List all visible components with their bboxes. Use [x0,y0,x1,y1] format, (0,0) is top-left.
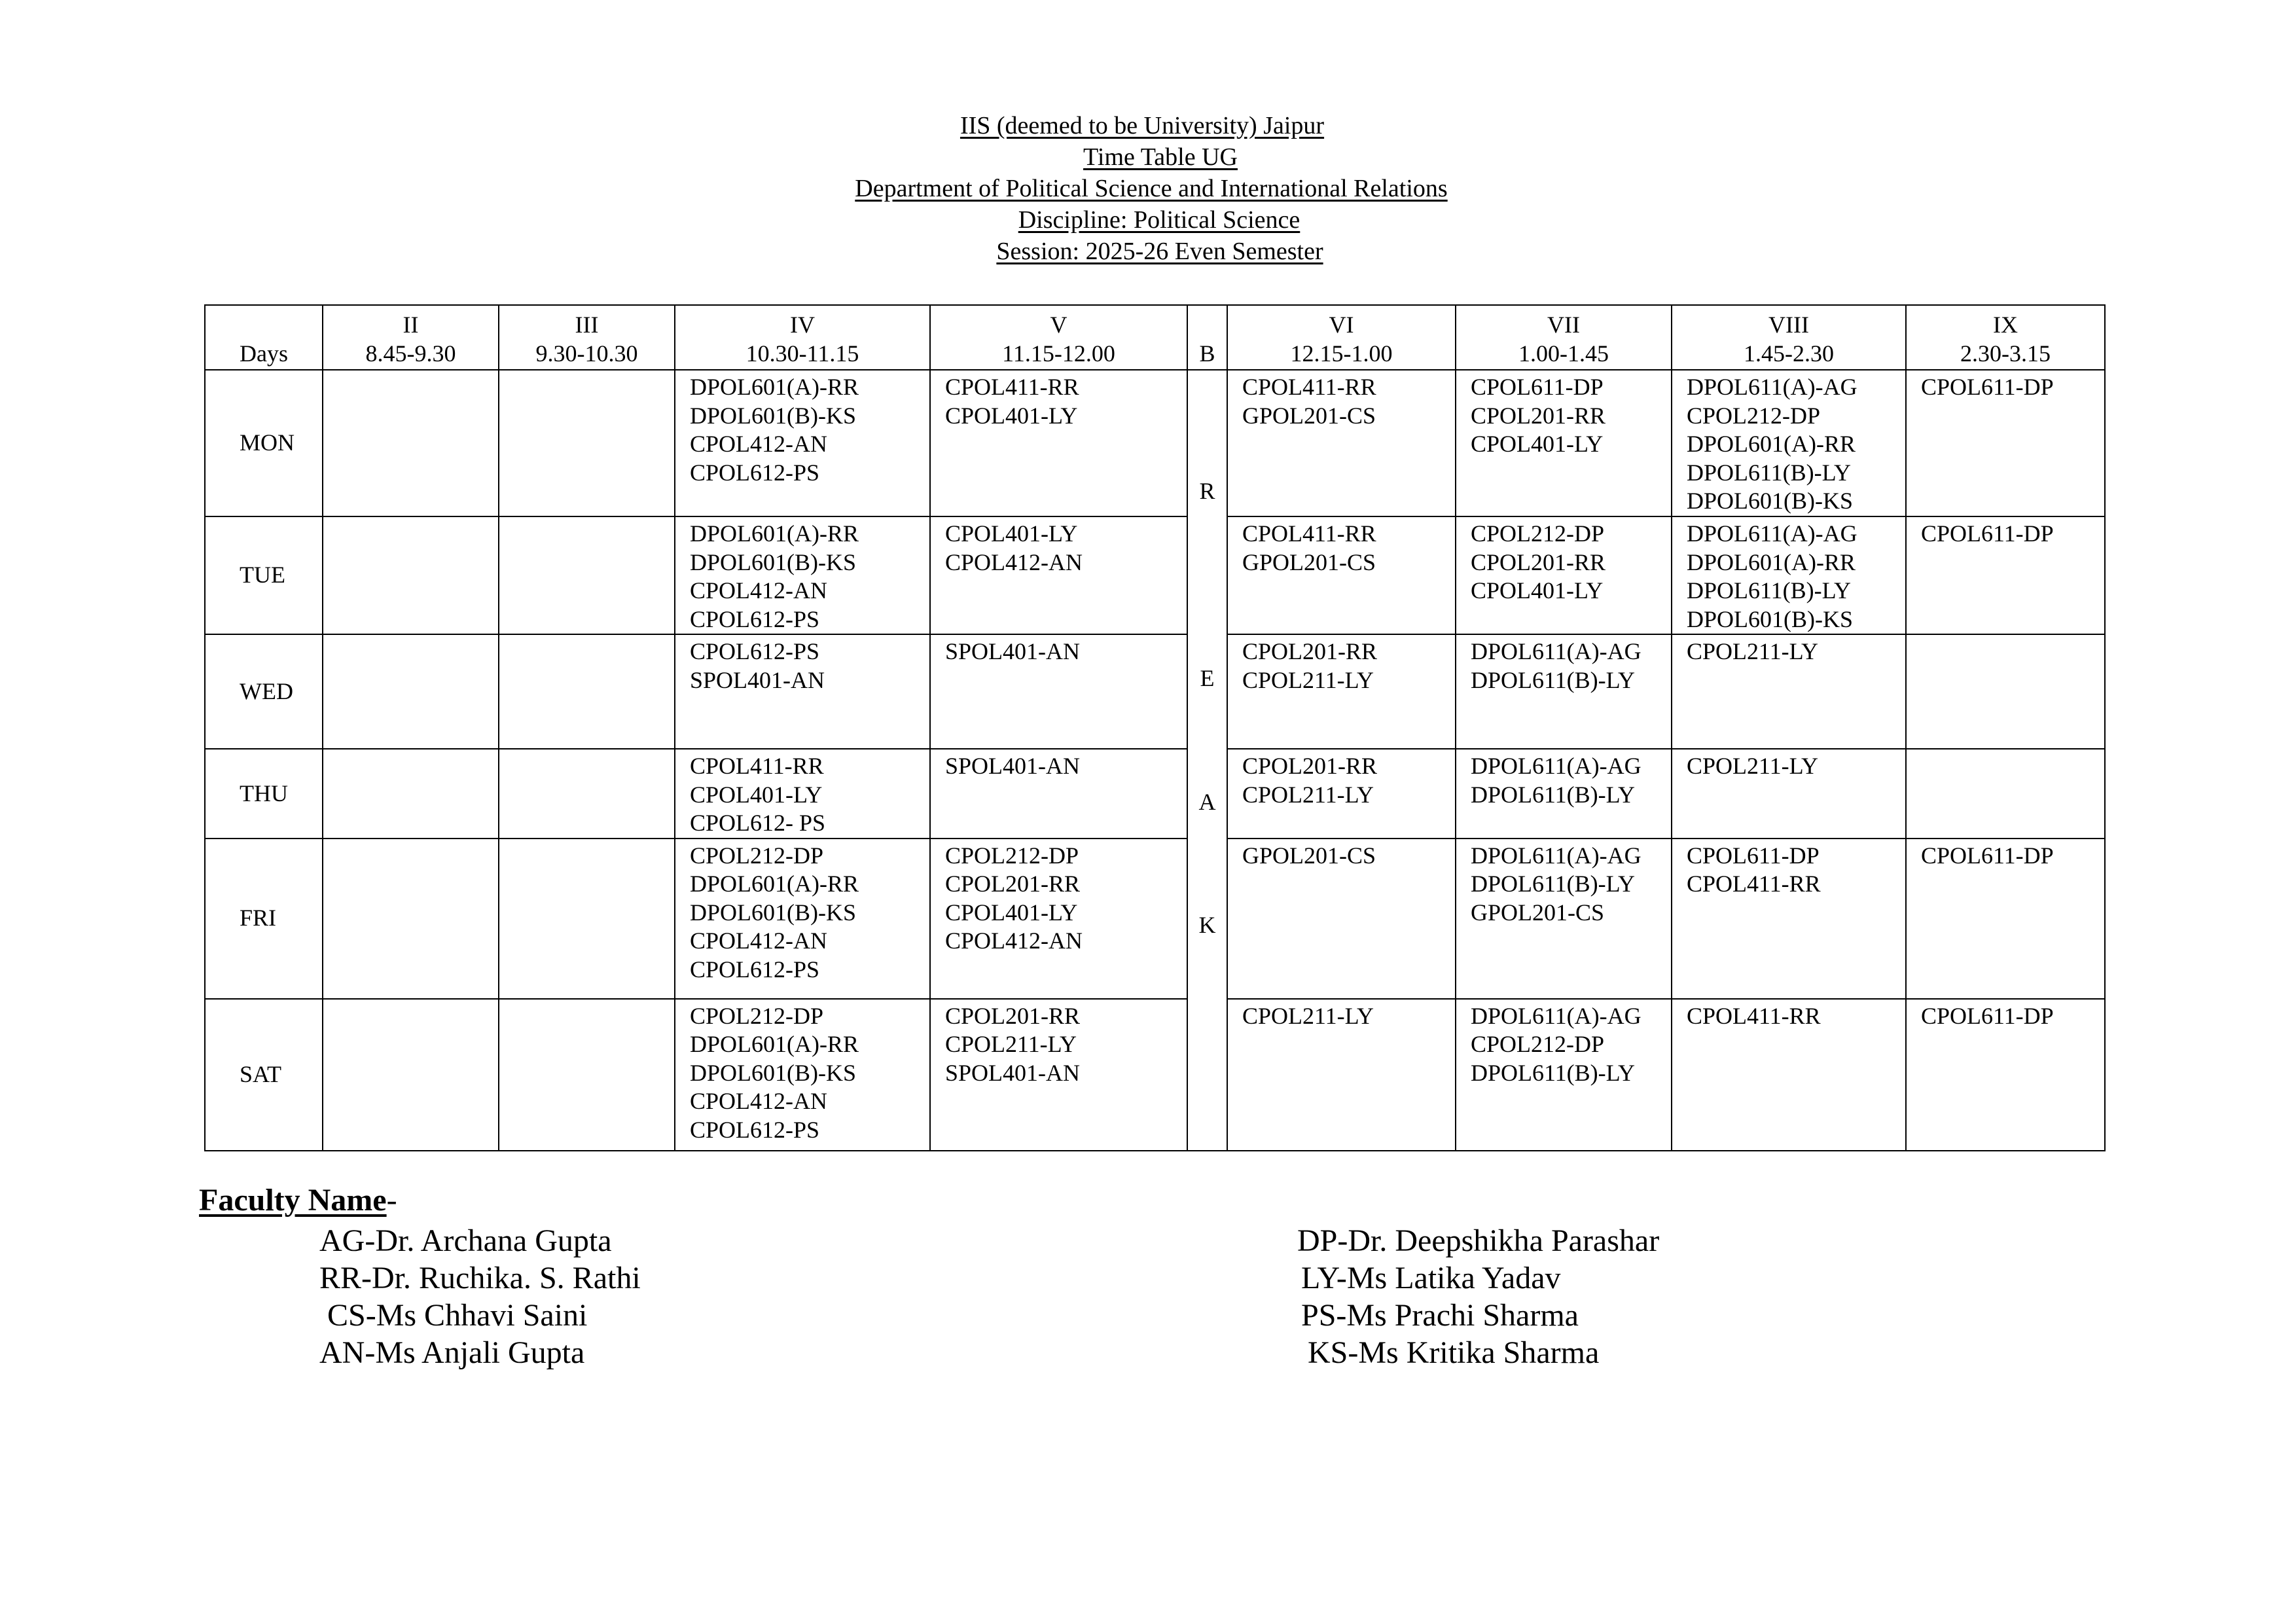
course-entry: DPOL611(B)-LY [1687,459,1852,486]
course-entry: CPOL212-DP [690,1002,824,1029]
course-entry: CPOL212-DP [690,842,824,869]
period-header: II 8.45-9.30 [323,305,499,370]
timetable-cell [323,749,499,839]
course-entry: CPOL211-LY [1242,1002,1374,1029]
break-letter: E [1200,665,1215,691]
day-row [205,634,2105,749]
timetable-cell [1672,839,1906,999]
course-entry: CPOL611-DP [1471,374,1604,400]
timetable-cell [675,516,930,634]
course-entry: DPOL601(B)-KS [690,899,857,926]
timetable-cell [1456,634,1672,749]
timetable-cell [930,839,1187,999]
timetable-cell [499,516,675,634]
period-header: IV 10.30-11.15 [675,305,930,370]
course-entry: CPOL201-RR [945,871,1081,897]
course-entry: DPOL601(A)-RR [1687,549,1856,575]
period-header: VIII 1.45-2.30 [1672,305,1906,370]
day-label: TUE [205,516,323,634]
timetable-cell [675,999,930,1151]
course-entry: DPOL601(B)-KS [1687,605,1854,632]
course-entry: CPOL412-AN [945,928,1083,954]
course-entry: CPOL411-RR [1687,871,1821,897]
course-entry: DPOL611(A)-AG [1471,842,1641,869]
course-entry: CPOL401-LY [945,520,1078,547]
timetable-cell [499,370,675,516]
faculty-entry: PS-Ms Prachi Sharma [1301,1298,1579,1333]
course-entry: CPOL211-LY [1242,781,1374,808]
course-entry: CPOL412-AN [690,928,828,954]
timetable-cell [1672,516,1906,634]
course-entry: CPOL612-PS [690,956,820,983]
discipline-name: Discipline: Political Science [1018,206,1300,234]
break-header: B [1187,305,1227,370]
timetable-cell [1456,839,1672,999]
course-entry: SPOL401-AN [945,1059,1081,1086]
header-row [205,305,2105,370]
faculty-title: Faculty Name- [199,1183,397,1218]
course-entry: SPOL401-AN [690,666,825,693]
timetable-cell [1456,999,1672,1151]
course-entry: DPOL611(A)-AG [1687,374,1857,400]
day-label: FRI [205,839,323,999]
timetable-cell [1672,749,1906,839]
timetable-cell [1227,516,1456,634]
course-entry: DPOL601(B)-KS [690,1059,857,1086]
timetable-cell [1456,370,1672,516]
course-entry: DPOL611(A)-AG [1471,1002,1641,1029]
course-entry: CPOL612-PS [690,459,820,486]
break-column [1187,370,1227,1151]
timetable-cell [323,839,499,999]
day-row [205,370,2105,516]
session-name: Session: 2025-26 Even Semester [996,238,1323,265]
course-entry: CPOL212-DP [945,842,1079,869]
timetable-cell [1227,370,1456,516]
course-entry: CPOL211-LY [1687,753,1819,779]
course-entry: DPOL611(B)-LY [1471,781,1636,808]
course-entry: SPOL401-AN [945,753,1081,779]
course-entry: DPOL611(A)-AG [1471,753,1641,779]
course-entry: CPOL411-RR [690,753,824,779]
day-row [205,516,2105,634]
course-entry: CPOL412-AN [690,577,828,604]
timetable-cell [323,634,499,749]
course-entry: CPOL611-DP [1921,1002,2054,1029]
course-entry: CPOL612-PS [690,638,820,664]
faculty-entry: AN-Ms Anjali Gupta [319,1335,585,1370]
timetable-cell [1456,516,1672,634]
course-entry: DPOL611(B)-LY [1471,1059,1636,1086]
course-entry: CPOL401-LY [945,402,1078,429]
timetable-cell [930,749,1187,839]
course-entry: CPOL411-RR [1687,1002,1821,1029]
course-entry: DPOL611(B)-LY [1687,577,1852,604]
faculty-entry: AG-Dr. Archana Gupta [319,1223,612,1258]
course-entry: CPOL611-DP [1921,374,2054,400]
day-row [205,999,2105,1151]
course-entry: DPOL611(B)-LY [1471,871,1636,897]
course-entry: CPOL201-RR [945,1002,1081,1029]
timetable [204,304,2106,1151]
timetable-cell [323,516,499,634]
timetable-cell [1906,370,2105,516]
period-header: IX 2.30-3.15 [1906,305,2105,370]
timetable-cell [1227,634,1456,749]
timetable-cell [499,839,675,999]
timetable-cell [499,634,675,749]
course-entry: GPOL201-CS [1242,549,1376,575]
course-entry: CPOL401-LY [690,781,823,808]
course-entry: DPOL611(A)-AG [1687,520,1857,547]
break-letter: R [1199,478,1215,504]
course-entry: DPOL601(B)-KS [690,549,857,575]
break-letter: K [1198,912,1216,938]
course-entry: DPOL601(A)-RR [690,1031,859,1057]
course-entry: SPOL401-AN [945,638,1081,664]
faculty-list-right [1297,1222,1659,1371]
faculty-entry: CS-Ms Chhavi Saini [327,1298,588,1333]
timetable-cell [930,634,1187,749]
timetable-cell [1672,370,1906,516]
course-entry: CPOL411-RR [945,374,1079,400]
course-entry: DPOL601(A)-RR [690,520,859,547]
course-entry: CPOL411-RR [1242,374,1376,400]
faculty-entry: DP-Dr. Deepshikha Parashar [1297,1223,1660,1258]
course-entry: CPOL201-RR [1471,549,1606,575]
day-label: MON [205,370,323,516]
timetable-cell [675,839,930,999]
course-entry: GPOL201-CS [1242,842,1376,869]
period-header: VI 12.15-1.00 [1227,305,1456,370]
course-entry: DPOL601(B)-KS [1687,488,1854,514]
course-entry: CPOL612-PS [690,1116,820,1143]
timetable-cell [1906,999,2105,1151]
timetable-cell [499,999,675,1151]
day-label: WED [205,634,323,749]
timetable-cell [675,370,930,516]
break-letter: A [1198,789,1216,815]
timetable-cell [675,749,930,839]
period-header: VII 1.00-1.45 [1456,305,1672,370]
faculty-entry: KS-Ms Kritika Sharma [1308,1335,1600,1370]
day-label: SAT [205,999,323,1151]
course-entry: CPOL612-PS [690,605,820,632]
timetable-cell [1906,749,2105,839]
day-row [205,839,2105,999]
course-entry: CPOL401-LY [1471,431,1604,457]
timetable-cell [1906,516,2105,634]
timetable-cell [1672,999,1906,1151]
timetable-cell [1227,839,1456,999]
day-label: THU [205,749,323,839]
course-entry: CPOL611-DP [1921,520,2054,547]
course-entry: CPOL401-LY [945,899,1078,926]
course-entry: CPOL611-DP [1687,842,1820,869]
course-entry: DPOL601(A)-RR [690,871,859,897]
course-entry: CPOL212-DP [1471,1031,1605,1057]
course-entry: DPOL611(A)-AG [1471,638,1641,664]
timetable-cell [930,370,1187,516]
course-entry: CPOL211-LY [1687,638,1819,664]
course-entry: CPOL611-DP [1921,842,2054,869]
period-header: III 9.30-10.30 [499,305,675,370]
university-name: IIS (deemed to be University) Jaipur [960,112,1325,139]
timetable-cell [323,999,499,1151]
faculty-list-left [319,1222,641,1371]
days-header: Days [205,305,323,370]
course-entry: CPOL201-RR [1242,638,1378,664]
course-entry: CPOL201-RR [1242,753,1378,779]
period-header: V 11.15-12.00 [930,305,1187,370]
course-entry: CPOL412-AN [690,431,828,457]
course-entry: CPOL401-LY [1471,577,1604,604]
timetable-cell [1227,999,1456,1151]
course-entry: DPOL601(B)-KS [690,402,857,429]
timetable-title: Time Table UG [1083,143,1238,171]
department-name: Department of Political Science and International Relations [855,175,1448,202]
course-entry: DPOL601(A)-RR [1687,431,1856,457]
timetable-cell [1906,839,2105,999]
timetable-cell [499,749,675,839]
course-entry: CPOL412-AN [690,1088,828,1114]
faculty-entry: LY-Ms Latika Yadav [1301,1261,1561,1295]
course-entry: GPOL201-CS [1242,402,1376,429]
course-entry: DPOL601(A)-RR [690,374,859,400]
faculty-entry: RR-Dr. Ruchika. S. Rathi [319,1261,641,1295]
timetable-cell [675,634,930,749]
timetable-cell [1456,749,1672,839]
timetable-cell [323,370,499,516]
timetable-cell [930,999,1187,1151]
document-header [0,110,2296,267]
course-entry: CPOL612- PS [690,810,826,836]
course-entry: DPOL611(B)-LY [1471,666,1636,693]
timetable-cell [1672,634,1906,749]
course-entry: CPOL211-LY [1242,666,1374,693]
course-entry: CPOL201-RR [1471,402,1606,429]
timetable-cell [930,516,1187,634]
timetable-cell [1906,634,2105,749]
day-row [205,749,2105,839]
course-entry: CPOL211-LY [945,1031,1077,1057]
course-entry: CPOL212-DP [1687,402,1821,429]
course-entry: GPOL201-CS [1471,899,1605,926]
course-entry: CPOL412-AN [945,549,1083,575]
course-entry: CPOL212-DP [1471,520,1605,547]
course-entry: CPOL411-RR [1242,520,1376,547]
faculty-section [199,1182,397,1219]
timetable-cell [1227,749,1456,839]
